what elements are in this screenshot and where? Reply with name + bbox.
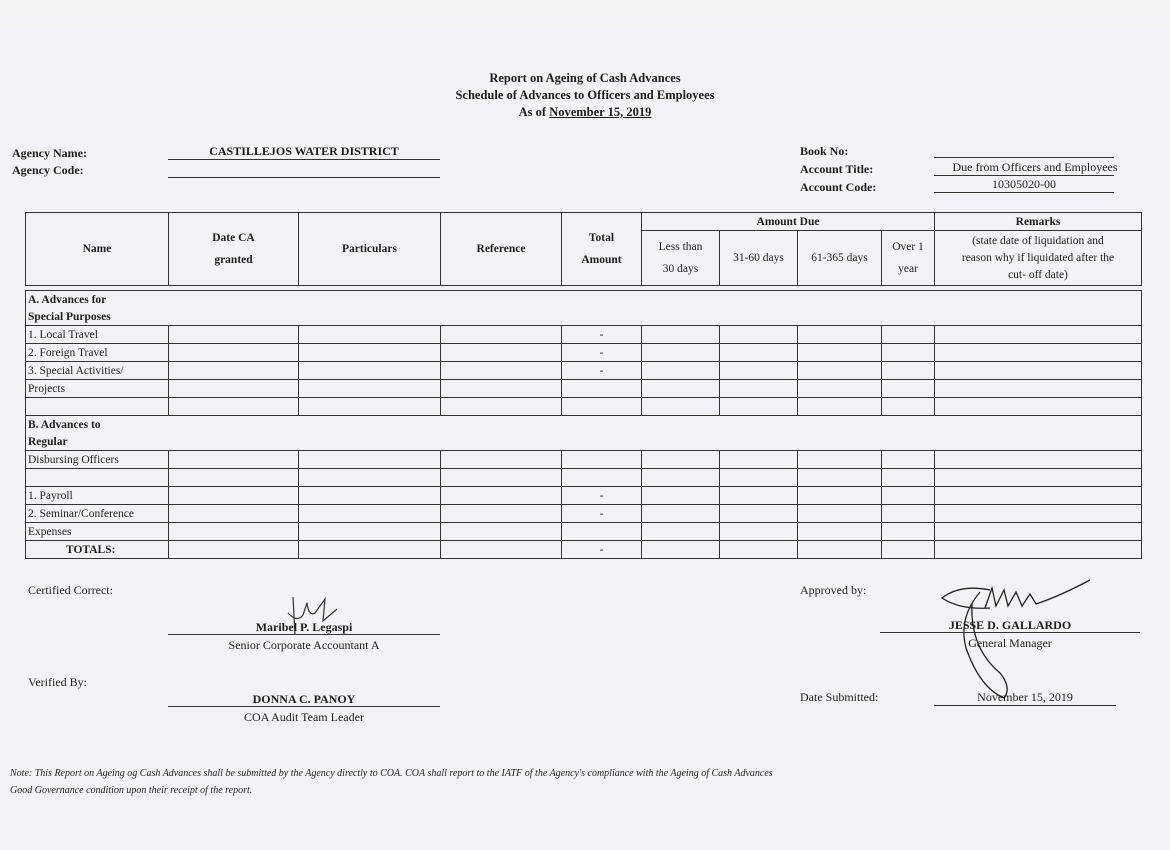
row-particulars [299,344,441,362]
row-name: 2. Foreign Travel [26,344,169,362]
row-reference [441,469,562,487]
table-header [25,212,1142,286]
table-row [26,451,1142,469]
book-no-underline [934,157,1114,158]
certified-role: Senior Corporate Accountant A [228,638,380,652]
row-name: 3. Special Activities/ [26,362,169,380]
table-row [26,326,1142,344]
row-amount-due-cell [642,523,720,541]
row-reference [441,451,562,469]
agency-code-underline [168,177,440,178]
account-code-underline [934,192,1114,193]
date-submitted-underline [934,705,1116,706]
row-remarks [935,344,1142,362]
footnote [10,765,970,799]
row-amount-due-cell [720,362,798,380]
row-amount-due-cell [798,541,882,559]
row-amount-due-cell [882,344,935,362]
section-b-section-header [26,416,1142,434]
row-particulars [299,362,441,380]
row-remarks [935,541,1142,559]
row-particulars [299,398,441,416]
footnote-line2: Good Governance condition upon their receipt of the report. [10,785,253,796]
row-name [26,398,169,416]
agency-name-underline [168,159,440,160]
row-total-amount [562,380,642,398]
agency-code-label: Agency Code: [12,163,84,177]
as-of-date: November 15, 2019 [549,105,652,119]
row-reference [441,326,562,344]
header-less-than-line1: Less than [658,241,703,253]
row-name: Disbursing Officers [26,451,169,469]
row-amount-due-cell [882,362,935,380]
header-less-than-30 [642,231,720,286]
row-total-amount: - [562,362,642,380]
table-row [26,523,1142,541]
row-amount-due-cell [720,326,798,344]
verified-role: COA Audit Team Leader [244,710,364,724]
row-amount-due-cell [720,344,798,362]
row-reference [441,505,562,523]
row-reference [441,398,562,416]
row-date-ca [169,487,299,505]
row-reference [441,362,562,380]
row-amount-due-cell [642,344,720,362]
approved-signature-line [880,632,1140,633]
title-line-2: Schedule of Advances to Officers and Employees [455,88,715,102]
approved-role: General Manager [968,636,1052,650]
certified-name: Maribel P. Legaspi [255,620,353,634]
row-amount-due-cell [642,505,720,523]
row-total-amount: - [562,326,642,344]
footnote-line1: Note: This Report on Ageing og Cash Advances shall be submitted by the Agency directly to COA. COA shall report to the IATF of the Agency's compliance with the Ageing of Cash Advances [10,768,773,779]
account-code-label: Account Code: [800,180,877,194]
row-amount-due-cell [642,326,720,344]
row-reference [441,380,562,398]
row-amount-due-cell [882,398,935,416]
row-amount-due-cell [642,362,720,380]
row-amount-due-cell [642,469,720,487]
table-row [26,469,1142,487]
row-amount-due-cell [642,541,720,559]
row-amount-due-cell [882,541,935,559]
section-a-section-header-line2 [26,308,1142,326]
row-date-ca [169,505,299,523]
section-a-section-subtitle: Special Purposes [26,308,1142,326]
account-code-value: 10305020-00 [992,177,1056,191]
row-amount-due-cell [882,469,935,487]
header-total-line1: Total [588,232,615,244]
approved-by-label: Approved by: [800,583,867,597]
row-date-ca [169,469,299,487]
row-remarks [935,505,1142,523]
row-amount-due-cell [882,326,935,344]
row-amount-due-cell [882,487,935,505]
header-remarks: Remarks [935,213,1142,231]
row-particulars [299,469,441,487]
header-over-line1: Over 1 [892,241,924,253]
row-amount-due-cell [720,469,798,487]
row-particulars [299,541,441,559]
row-amount-due-cell [798,326,882,344]
totals-value: - [562,541,642,559]
row-name [26,469,169,487]
header-reference: Reference [441,213,562,286]
header-date-ca [169,213,299,286]
row-amount-due-cell [720,541,798,559]
row-remarks [935,362,1142,380]
table-row [26,344,1142,362]
row-reference [441,541,562,559]
approved-name: JESSE D. GALLARDO [948,618,1072,632]
row-amount-due-cell [720,523,798,541]
row-amount-due-cell [642,380,720,398]
row-particulars [299,505,441,523]
row-amount-due-cell [720,487,798,505]
row-particulars [299,523,441,541]
totals-label: TOTALS: [26,541,169,559]
agency-name-value: CASTILLEJOS WATER DISTRICT [209,144,399,158]
row-remarks [935,451,1142,469]
account-title-underline [934,175,1114,176]
row-remarks [935,469,1142,487]
verified-by-label: Verified By: [28,675,87,689]
date-submitted-value: November 15, 2019 [977,690,1073,704]
verified-signature-line [168,706,440,707]
row-amount-due-cell [798,487,882,505]
row-total-amount [562,451,642,469]
row-amount-due-cell [642,451,720,469]
header-over-line2: year [898,263,918,275]
row-date-ca [169,362,299,380]
header-date-ca-line2: granted [214,254,253,266]
row-remarks [935,487,1142,505]
header-date-ca-line1: Date CA [212,232,255,244]
section-b-section-subtitle: Regular [26,433,1142,451]
row-particulars [299,487,441,505]
header-over-1-year [882,231,935,286]
row-name: Expenses [26,523,169,541]
as-of-label: As of [518,105,547,119]
header-particulars: Particulars [299,213,441,286]
row-amount-due-cell [720,505,798,523]
row-date-ca [169,541,299,559]
row-total-amount [562,523,642,541]
table-row [26,380,1142,398]
row-date-ca [169,380,299,398]
row-amount-due-cell [798,523,882,541]
header-61-365: 61-365 days [798,231,882,286]
row-remarks [935,380,1142,398]
section-b-section-header-line2 [26,433,1142,451]
row-amount-due-cell [642,398,720,416]
row-date-ca [169,451,299,469]
header-remarks-note [935,231,1142,286]
table-row [26,505,1142,523]
row-reference [441,487,562,505]
row-amount-due-cell [798,451,882,469]
row-amount-due-cell [798,344,882,362]
header-amount-due: Amount Due [642,213,935,231]
row-name: 1. Local Travel [26,326,169,344]
account-title-label: Account Title: [800,162,874,176]
row-particulars [299,380,441,398]
row-reference [441,344,562,362]
title-line-3 [420,104,750,121]
certified-signature-line [168,634,440,635]
table-row [26,487,1142,505]
row-amount-due-cell [798,505,882,523]
row-remarks [935,398,1142,416]
row-amount-due-cell [720,398,798,416]
row-total-amount [562,398,642,416]
remarks-note-line3: cut- off date) [1008,268,1068,281]
row-total-amount [562,469,642,487]
table-row [26,398,1142,416]
row-name: 1. Payroll [26,487,169,505]
section-a-section-title: A. Advances for [26,291,1142,309]
row-amount-due-cell [882,380,935,398]
row-reference [441,523,562,541]
row-amount-due-cell [642,487,720,505]
row-total-amount: - [562,487,642,505]
row-date-ca [169,523,299,541]
row-name: 2. Seminar/Conference [26,505,169,523]
row-date-ca [169,398,299,416]
row-remarks [935,326,1142,344]
row-amount-due-cell [798,362,882,380]
header-total-line2: Amount [581,254,622,266]
row-amount-due-cell [798,469,882,487]
row-amount-due-cell [798,380,882,398]
report-title [420,70,750,121]
row-amount-due-cell [882,505,935,523]
row-date-ca [169,326,299,344]
table-row [26,362,1142,380]
verified-name: DONNA C. PANOY [252,692,356,706]
certified-correct-label: Certified Correct: [28,583,113,597]
row-amount-due-cell [882,451,935,469]
header-name: Name [26,213,169,286]
header-31-60: 31-60 days [720,231,798,286]
agency-name-label: Agency Name: [12,146,87,160]
row-amount-due-cell [798,398,882,416]
row-total-amount: - [562,344,642,362]
row-total-amount: - [562,505,642,523]
header-total-amount [562,213,642,286]
book-no-label: Book No: [800,144,849,158]
row-amount-due-cell [720,451,798,469]
row-amount-due-cell [720,380,798,398]
remarks-note-line1: (state date of liquidation and [972,234,1104,247]
account-title-value: Due from Officers and Employees [952,160,1118,174]
header-less-than-line2: 30 days [662,263,699,275]
remarks-note-line2: reason why if liquidated after the [961,251,1115,264]
row-particulars [299,451,441,469]
section-a-section-header [26,291,1142,309]
row-remarks [935,523,1142,541]
row-amount-due-cell [882,523,935,541]
row-name: Projects [26,380,169,398]
row-date-ca [169,344,299,362]
section-b-section-title: B. Advances to [26,416,1142,434]
row-particulars [299,326,441,344]
date-submitted-label: Date Submitted: [800,690,879,704]
totals-row [26,541,1142,559]
table-body [25,290,1142,559]
title-line-1: Report on Ageing of Cash Advances [489,71,681,85]
